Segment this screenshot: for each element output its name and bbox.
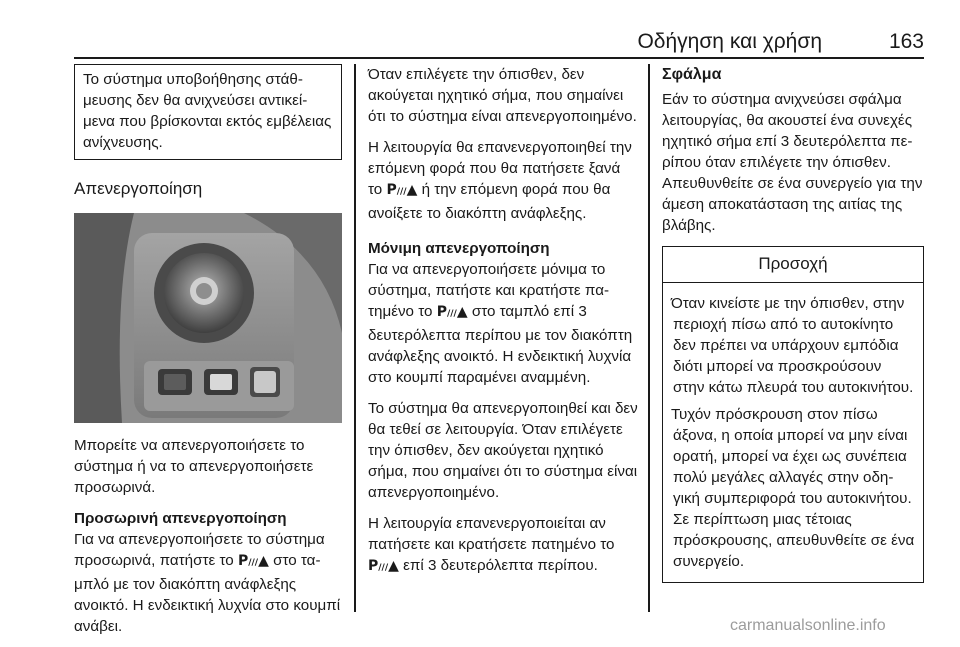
text-run: στο ταμπλό με τον διακόπτη ανάφλεξης ανοικτό. Η ενδεικτική λυχνία στο κουμπί ανάβει. <box>74 552 341 635</box>
paragraph <box>368 259 638 388</box>
note-text: Το σύστημα υποβοήθησης στάθμευσης δεν θα ανιχνεύσει αντικείμενα που βρίσκονται εκτός εμβέλειας ανίχνευσης. <box>83 71 332 151</box>
key-waves: /// <box>248 558 259 568</box>
caution-title: Προσοχή <box>663 247 923 283</box>
column-2 <box>368 64 638 589</box>
watermark: carmanualsonline.info <box>730 617 886 634</box>
key-letter: P <box>436 304 447 320</box>
paragraph: Το σύστημα θα απενεργοποιηθεί και δεν θα τεθεί σε λειτουργία. Όταν επιλέγετε την όπισθεν, δεν ακούγεται ηχητικό σήμα, που σημαίνει ότι το σύστημα είναι απενεργοποιημένο. <box>368 400 638 501</box>
column-divider <box>648 64 650 612</box>
key-letter: P <box>386 182 397 198</box>
column-1 <box>74 64 342 647</box>
subsection-title-permanent: Μόνιμη απενεργοποίηση <box>368 240 550 257</box>
text-run: ή την επόμενη φορά που θα ανοίξετε το διακόπτη ανάφλεξης. <box>368 181 611 222</box>
page-number: 163 <box>888 30 924 53</box>
parking-button-icon: P///▲ <box>386 182 418 198</box>
column-3 <box>662 64 924 583</box>
key-letter: P <box>237 553 249 569</box>
text-run: Η λειτουργία επανενεργοποιείται αν πατήσετε και κρατήσετε πατημένο το <box>368 515 615 553</box>
key-waves: /// <box>378 563 389 573</box>
note-box <box>74 64 342 160</box>
dashboard-illustration <box>74 213 342 423</box>
text-run: στο ταμπλό επί 3 δευτερόλεπτα περίπου με τον διακόπτη ανάφλεξης ανοικτό. Η ενδεικτική λυχνία στο κουμπί παραμένει αναμμένη. <box>368 303 633 386</box>
header-rule <box>74 57 924 59</box>
parking-button-icon: P///▲ <box>368 558 399 574</box>
section-title-deactivation: Απενεργοποίηση <box>74 179 203 198</box>
text-run: επί 3 δευτερόλεπτα περίπου. <box>398 557 598 574</box>
page-header <box>0 0 960 56</box>
paragraph: Εάν το σύστημα ανιχνεύσει σφάλμα λειτουργίας, θα ακουστεί ένα συνεχές ηχητικό σήμα επί 3 δευτερόλεπτα περίπου όταν επιλέγετε την όπισθεν. Απευθυνθείτε σε ένα συνεργείο για την άμεση αποκατάσταση της αιτίας της βλάβης. <box>662 91 923 234</box>
dashboard-photo <box>74 213 342 423</box>
key-waves: /// <box>446 309 457 319</box>
column-divider <box>354 64 356 612</box>
key-letter: P <box>368 558 379 574</box>
parking-button-icon: P///▲ <box>237 553 269 569</box>
key-waves: /// <box>396 187 407 197</box>
text-run: Για να απενεργοποιήσετε μόνιμα το σύστημα, πατήστε και κρατήστε πατημένο το <box>368 261 610 320</box>
paragraph: Μπορείτε να απενεργοποιήσετε το σύστημα ή να το απενεργοποιήσετε προσωρινά. <box>74 437 314 496</box>
subsection-title-temporary: Προσωρινή απενεργοποίηση <box>74 510 287 527</box>
caution-body <box>663 283 923 582</box>
paragraph: Όταν επιλέγετε την όπισθεν, δεν ακούγεται ηχητικό σήμα, που σημαίνει ότι το σύστημα είναι απενεργοποιημένο. <box>368 66 637 125</box>
caution-box <box>662 246 924 583</box>
parking-button-icon: P///▲ <box>436 304 468 320</box>
section-title-fault: Σφάλμα <box>662 66 722 83</box>
text-run: Για να απενεργοποιήσετε το σύστημα προσωρινά, πατήστε το <box>74 531 325 569</box>
page-title: Οδήγηση και χρήση <box>637 30 822 53</box>
text-run: Η λειτουργία θα επανενεργοποιηθεί την επόμενη φορά που θα πατήσετε ξανά το <box>368 139 632 198</box>
paragraph <box>368 513 638 579</box>
paragraph <box>368 137 638 224</box>
caution-paragraph: Τυχόν πρόσκρουση στον πίσω άξονα, η οποία μπορεί να μην είναι ορατή, μπορεί να έχει ως συνέπεια πολύ μεγάλες αλλαγές στην οδηγική συμπεριφορά του αυτοκινήτου. Σε περίπτωση μιας τέτοιας πρόσκρουσης, απευθυνθείτε σε ένα συνεργείο. <box>671 406 915 570</box>
paragraph <box>74 529 342 637</box>
caution-paragraph: Όταν κινείστε με την όπισθεν, στην περιοχή πίσω από το αυτοκίνητο δεν πρέπει να υπάρχουν εμπόδια διότι μπορεί να προσκρούσουν στην κάτω πλευρά του αυτοκινήτου. <box>671 295 914 396</box>
